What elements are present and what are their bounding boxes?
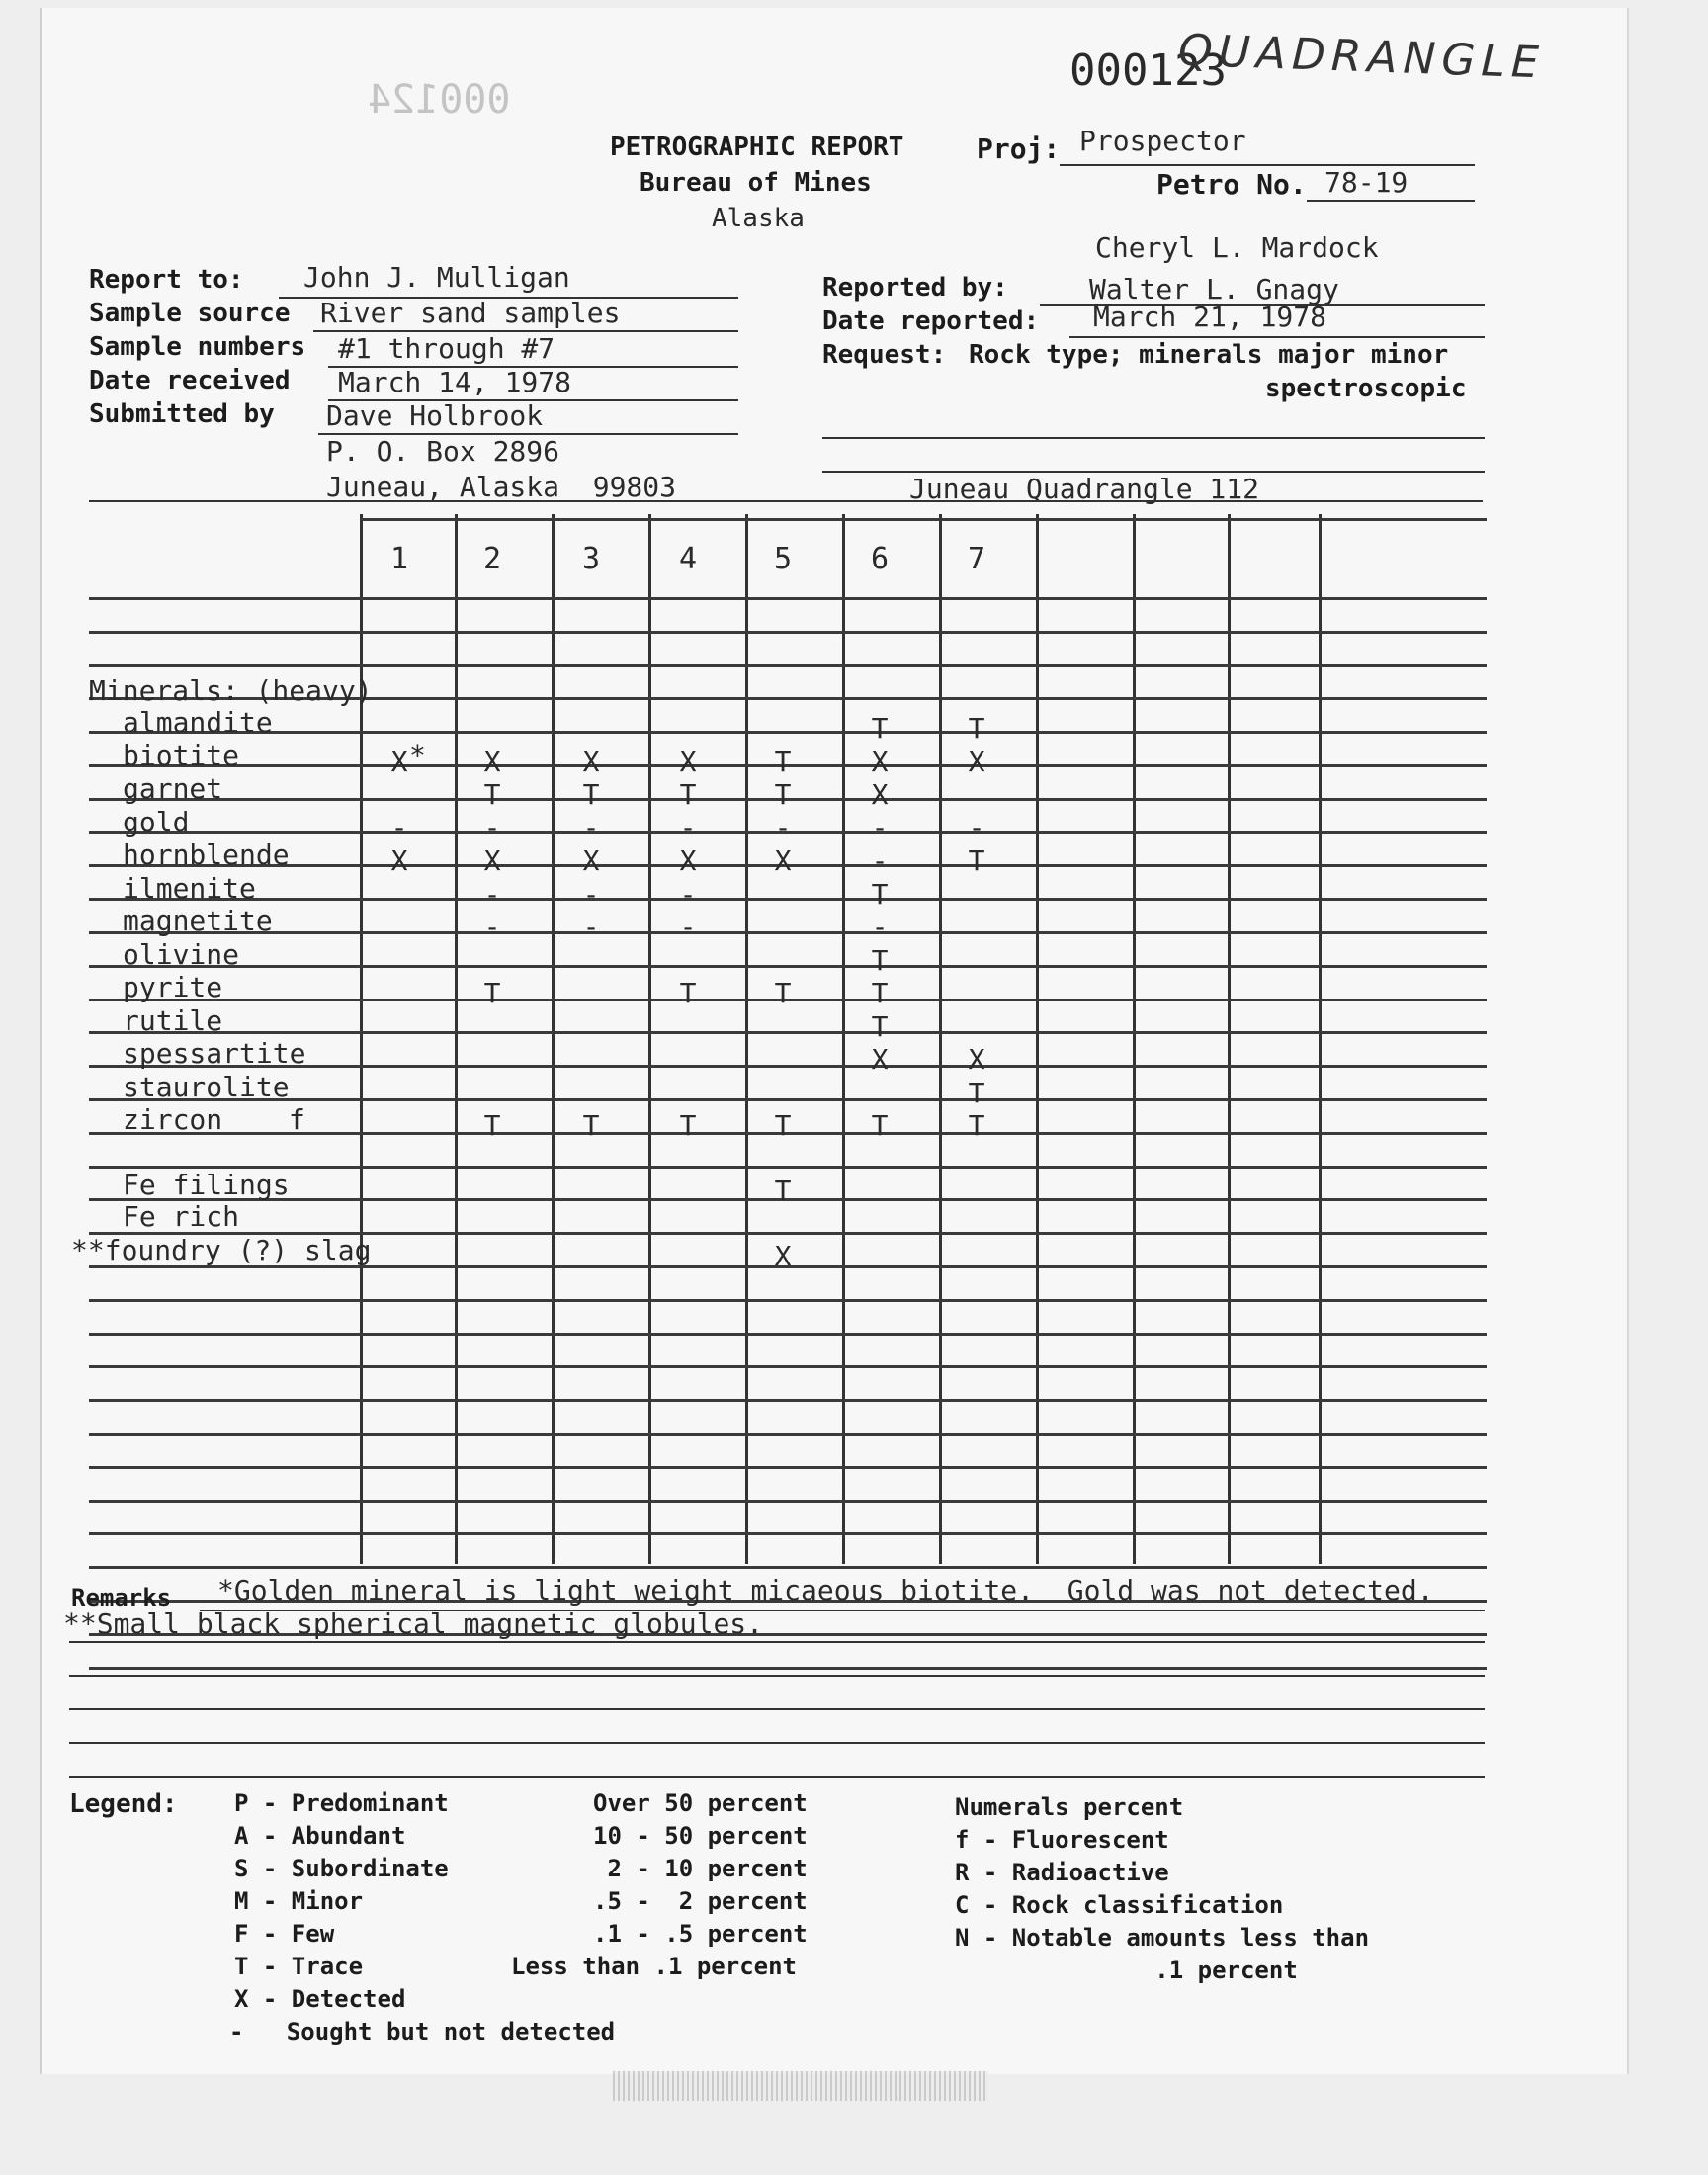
mineral-mark: X — [871, 1043, 889, 1076]
extra-row-mark: T — [774, 1174, 792, 1207]
legend-label: Legend: — [69, 1789, 178, 1819]
mineral-mark: T — [871, 877, 889, 911]
agency-name: Bureau of Mines — [640, 168, 872, 198]
legend-code: S - Subordinate — [234, 1855, 449, 1882]
mineral-name: rutile — [123, 1003, 223, 1037]
mineral-mark: T — [679, 778, 697, 811]
legend-code: T - Trace — [234, 1953, 364, 1980]
mineral-mark: X — [483, 844, 501, 877]
request-line-2: spectroscopic — [1265, 374, 1467, 403]
mineral-mark: T — [968, 1076, 985, 1109]
mineral-name: hornblende — [123, 838, 290, 871]
mineral-mark: X — [968, 744, 985, 778]
quadrangle-label: Juneau Quadrangle 112 — [909, 473, 1260, 505]
state-name: Alaska — [712, 204, 805, 233]
mineral-mark: T — [871, 943, 889, 977]
submitted-by-value: Dave Holbrook — [326, 399, 544, 432]
sample-numbers-label: Sample numbers — [89, 332, 306, 362]
proj-label: Proj: — [977, 132, 1061, 165]
table-column-rule — [1133, 514, 1136, 1564]
mineral-mark: - — [679, 877, 697, 911]
table-column-rule — [939, 514, 942, 1564]
sample-numbers-value: #1 through #7 — [338, 332, 555, 365]
mineral-mark: - — [582, 811, 600, 844]
mineral-mark: T — [774, 744, 792, 778]
remarks-rule-4 — [69, 1708, 1485, 1710]
mineral-mark: X — [483, 744, 501, 778]
mineral-mark: X — [679, 844, 697, 877]
report-title: PETROGRAPHIC REPORT — [610, 132, 904, 162]
ghost-document-number: 000124 — [368, 77, 511, 123]
mineral-mark: T — [871, 1009, 889, 1043]
mineral-note: * — [409, 739, 426, 772]
table-row-rule — [89, 1299, 1487, 1302]
remarks-rule-5 — [69, 1742, 1485, 1744]
mineral-mark: X — [871, 744, 889, 778]
remarks-line-1: *Golden mineral is light weight micaeous biotite. Gold was not detected. — [217, 1574, 1434, 1607]
table-column-rule — [1228, 514, 1231, 1564]
mineral-mark: X — [871, 778, 889, 811]
mineral-mark: T — [582, 778, 600, 811]
table-row-rule — [89, 898, 1487, 901]
legend-range: Over 50 percent — [593, 1789, 808, 1817]
mineral-mark: X — [582, 744, 600, 778]
mineral-mark: - — [483, 911, 501, 943]
mineral-note: f — [289, 1103, 305, 1136]
table-row-rule — [89, 1433, 1487, 1436]
date-reported-value: March 21, 1978 — [1093, 301, 1327, 333]
extra-row-name: Fe rich — [123, 1200, 240, 1233]
table-row-rule — [89, 631, 1487, 634]
minerals-table — [42, 8, 1627, 2074]
remarks-rule-6 — [69, 1776, 1485, 1778]
mineral-name: biotite — [123, 739, 240, 772]
legend-note: .1 percent — [955, 1957, 1298, 1984]
legend-code: X - Detected — [234, 1985, 406, 2013]
mineral-mark: T — [774, 1109, 792, 1142]
legend-range: 10 - 50 percent — [593, 1822, 808, 1850]
table-row-rule — [89, 1667, 1487, 1670]
table-column-rule — [1036, 514, 1039, 1564]
mineral-mark: - — [483, 811, 501, 844]
legend-code: P - Predominant — [234, 1789, 449, 1817]
mineral-mark: X — [774, 844, 792, 877]
scan-artifact — [613, 2071, 988, 2101]
mineral-mark: - — [582, 877, 600, 911]
mineral-mark: X — [390, 744, 408, 778]
legend-note: f - Fluorescent — [955, 1826, 1169, 1854]
mineral-mark: T — [871, 712, 889, 744]
remarks-rule-2 — [69, 1641, 1485, 1643]
date-received-value: March 14, 1978 — [338, 366, 572, 398]
mineral-mark: T — [483, 778, 501, 811]
mineral-mark: - — [774, 811, 792, 844]
table-row-rule — [89, 664, 1487, 667]
mineral-mark: - — [582, 911, 600, 943]
table-row-rule — [89, 731, 1487, 734]
mineral-mark: - — [679, 911, 697, 943]
legend-code: A - Abundant — [234, 1822, 406, 1850]
table-column-rule — [648, 514, 651, 1564]
mineral-mark: T — [968, 844, 985, 877]
legend-code: - Sought but not detected — [229, 2018, 616, 2045]
column-header: 5 — [773, 542, 793, 576]
report-sheet — [40, 8, 1629, 2074]
mineral-mark: T — [968, 1109, 985, 1142]
date-reported-label: Date reported: — [822, 306, 1040, 336]
table-column-rule — [455, 514, 458, 1564]
minerals-section-label: Minerals: (heavy) — [89, 674, 373, 707]
mineral-mark: T — [582, 1109, 600, 1142]
mineral-mark: T — [483, 1109, 501, 1142]
mineral-mark: X — [968, 1043, 985, 1076]
legend-note: R - Radioactive — [955, 1859, 1169, 1886]
sample-source-value: River sand samples — [320, 297, 621, 329]
mineral-mark: - — [871, 844, 889, 877]
address-line-1: P. O. Box 2896 — [326, 435, 560, 468]
mineral-name: spessartite — [123, 1037, 306, 1070]
table-column-rule — [552, 514, 555, 1564]
legend-note: C - Rock classification — [955, 1891, 1284, 1919]
address-line-2: Juneau, Alaska 99803 — [326, 471, 677, 503]
table-row-rule — [89, 597, 1487, 600]
column-header: 7 — [967, 542, 986, 576]
mineral-mark: T — [679, 1109, 697, 1142]
mineral-mark: - — [390, 811, 408, 844]
reported-by-value: Walter L. Gnagy — [1089, 273, 1339, 305]
mineral-mark: - — [871, 811, 889, 844]
table-row-rule — [89, 1031, 1487, 1034]
column-header: 2 — [482, 542, 502, 576]
mineral-name: olivine — [123, 937, 240, 971]
table-column-rule — [745, 514, 748, 1564]
remarks-rule-3 — [69, 1675, 1485, 1677]
column-header: 4 — [678, 542, 698, 576]
proj-value: Prospector — [1079, 125, 1246, 157]
table-row-rule — [89, 1399, 1487, 1402]
column-header: 3 — [581, 542, 601, 576]
table-row-rule — [89, 1500, 1487, 1503]
petro-number-label: Petro No. — [1156, 168, 1307, 201]
column-header: 6 — [870, 542, 890, 576]
mineral-name: garnet — [123, 772, 223, 805]
mineral-name: magnetite — [123, 905, 273, 937]
legend-code: M - Minor — [234, 1887, 364, 1915]
analyst-name: Cheryl L. Mardock — [1095, 231, 1379, 264]
mineral-mark: - — [483, 877, 501, 911]
legend-range: Less than .1 percent — [511, 1953, 797, 1980]
mineral-mark: T — [483, 977, 501, 1009]
mineral-name: almandite — [123, 706, 273, 739]
mineral-mark: T — [774, 778, 792, 811]
submitted-by-label: Submitted by — [89, 399, 275, 429]
legend-note: Numerals percent — [955, 1793, 1184, 1821]
document-number: 000123 — [1069, 45, 1227, 96]
table-row-rule — [89, 1166, 1487, 1169]
remarks-line-2: **Small black spherical magnetic globules. — [63, 1608, 764, 1640]
sample-source-label: Sample source — [89, 299, 291, 328]
request-line-1: Rock type; minerals major minor — [969, 340, 1449, 370]
mineral-mark: - — [968, 811, 985, 844]
mineral-mark: T — [774, 977, 792, 1009]
remarks-label: Remarks — [71, 1584, 172, 1611]
mineral-name: pyrite — [123, 971, 223, 1003]
table-row-rule — [89, 965, 1487, 968]
request-label: Request: — [822, 340, 947, 370]
mineral-mark: T — [679, 977, 697, 1009]
table-row-rule — [89, 1566, 1487, 1569]
legend-note: N - Notable amounts less than — [955, 1924, 1370, 1952]
mineral-name: staurolite — [123, 1070, 290, 1103]
mineral-mark: T — [871, 977, 889, 1009]
table-column-rule — [1319, 514, 1322, 1564]
remarks-rule-1 — [200, 1610, 1485, 1611]
legend-range: 2 - 10 percent — [593, 1855, 808, 1882]
reported-by-label: Reported by: — [822, 273, 1008, 303]
table-row-rule — [89, 1365, 1487, 1368]
extra-row-name: **foundry (?) slag — [71, 1234, 372, 1266]
table-row-rule — [89, 1532, 1487, 1535]
mineral-name: ilmenite — [123, 871, 256, 905]
table-row-rule — [89, 1466, 1487, 1469]
mineral-mark: T — [871, 1109, 889, 1142]
mineral-mark: X — [679, 744, 697, 778]
mineral-mark: X — [390, 844, 408, 877]
mineral-mark: X — [582, 844, 600, 877]
table-row-rule — [89, 1333, 1487, 1336]
mineral-mark: - — [679, 811, 697, 844]
legend-range: .1 - .5 percent — [593, 1920, 808, 1948]
mineral-mark: T — [968, 712, 985, 744]
report-to-label: Report to: — [89, 265, 244, 295]
table-column-rule — [360, 514, 363, 1564]
mineral-mark: - — [871, 911, 889, 943]
date-received-label: Date received — [89, 366, 291, 395]
report-to-value: John J. Mulligan — [303, 261, 570, 294]
handwritten-quadrangle-note: QUADRANGLE — [1177, 25, 1546, 89]
table-row-rule — [89, 1098, 1487, 1101]
column-header: 1 — [389, 542, 409, 576]
legend-range: .5 - 2 percent — [593, 1887, 808, 1915]
mineral-name: zircon — [123, 1103, 223, 1136]
extra-row-name: Fe filings — [123, 1169, 290, 1201]
mineral-name: gold — [123, 805, 190, 838]
table-column-rule — [842, 514, 845, 1564]
legend-code: F - Few — [234, 1920, 335, 1948]
petro-number-value: 78-19 — [1324, 166, 1409, 199]
extra-row-mark: X — [774, 1240, 792, 1272]
table-row-rule — [89, 931, 1487, 934]
table-header-rule — [360, 518, 1487, 521]
